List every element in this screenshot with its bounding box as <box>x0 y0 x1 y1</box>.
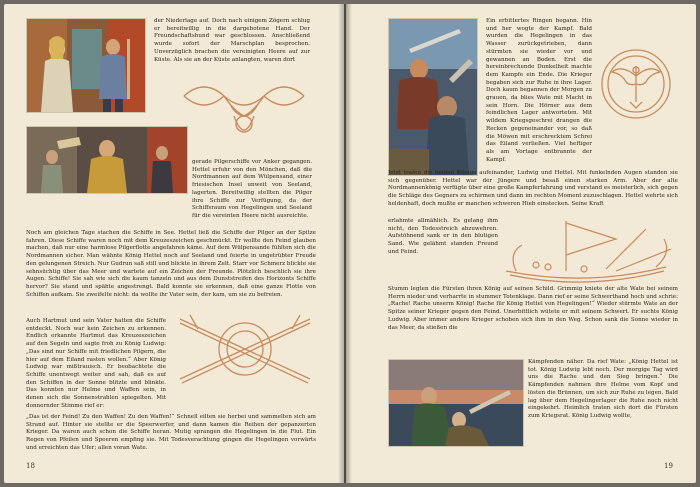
page-number-right: 19 <box>664 462 673 470</box>
left-text-full: Noch am gleichen Tage stachen die Schiffe in See. Hettel ließ die Schiffe der Pilger an der Spitze fahren. Diese Schiffe waren noch mit dem Kreuzeszeichen geschmückt. Er wollte den Feind glauben machen, daß nur eine harmlose Pilgerflotte angefahren käme. Auf dem Wülpensande fühlten sich die Nordmannen sicher. Man wähnte König Hettel noch auf Seeland und feierte in ungetrübter Freude den gelungenen Streich. Nur Gudrun saß still und blickte in ihrem Zelt. Starr vor Schmerz blickte sie sehnsüchtig über das Meer und wartete auf ein Zeichen der Freunde. Plötzlich beschlich sie ihre Augen. Schiffe! Sie sah wie sich die kaum tanzeln und aus dem Dunststreifen des Horizonts Schiffe hervor? Sie stand und spähte angestrengt. Bald konnte sie erkennen, daß eine ganze Flotte von Schiffen aufkam. Sie zweifelte nicht: da wollte ihr Vater sein, der kam, um sie zu befreien. <box>26 230 316 298</box>
illustration-feast <box>26 126 188 194</box>
book-gutter <box>338 4 352 483</box>
ornament-ship <box>496 209 681 289</box>
ornament-eagle <box>596 44 676 124</box>
ornament-knot <box>179 76 309 146</box>
right-text-bottom: Kämpfenden näher. Da rief Wate: „König Hettel ist tot. König Ludwig lebt noch. Der morgige Tag wird uns die Rache und den Sieg bringen.“ Die Kämpfenden nahmen ihre Helme vom Kopf und lösten die Brünnen, um sich zur Ruhe zu legen. Bald lag über dem Hegelingerlager die Ruhe noch nicht eingekehrt. Heimlich traten sich dort die Fürsten zum Kriegsrat. König Ludwig wollte, <box>528 359 678 419</box>
left-text-mid: gerade Pilgerschiffe vor Anker gegangen. Hettel erfuhr von den Mönchen, daß die Nordmannen auf dem Wülpensand, einer friesischen Insel unweit von Seeland, lagerten. Bereitwillig stellten die Pilger ihre Schiffe zur Verfügung, da der Schiffsraum von Hegelingen und Seeland für die vereinten Heere nicht ausreichte. <box>192 159 312 219</box>
right-text-mid: erlahmte allmählich. Es gelang ihm nicht, den Todesstreich abzuwehren. Aufstöhnend sank er in den blutigen Sand. Wie gelähmt standen Freund und Feind. <box>388 218 498 255</box>
left-text-top: der Niederlage auf. Doch nach einigem Zögern schlug er bereitwillig in die dargebotene Hand. Der Freundschaftsbund war geschlossen. Anschließend wurde sofort der Marschplan besprochen. Unverzüglich brachen die vereinigten Heere auf zur Küste. Als sie an der Küste anlangten, waren dort <box>154 18 310 63</box>
ornament-crossed-swords <box>170 309 320 389</box>
left-text-low: Auch Hartmut und sein Vater hatten die Schiffe entdeckt. Noch war kein Zeichen zu erkennen. Endlich erkannte Hartmut das Kreuzeszeichen auf den Segeln und sagte froh zu König Ludwig: „Das sind nur Schiffe mit friedlichen Pilgern, die hier auf dem Eiland rasten wollen.“ Aber König Ludwig war mißtrauisch. Er beobachtete die Schiffe unentwegt weiter und sah, daß es auf den Schiffen in der Sonne blitzte und blinkte. Das konnten nur Helme und Waffen sein, in denen sich die Sonnenstrahlen spiegelten. Mit donnernder Stimme rief er: <box>26 318 166 409</box>
right-page <box>346 4 696 483</box>
left-page <box>4 4 344 483</box>
right-text-top: Ein erbittertes Ringen begann. Hin und her wogte der Kampf. Bald wurden die Hegelingen in das Wasser zurückgetrieben, dann stürmten sie wieder vor und gewannen an Boden. Erst die hereinbrechende Dunkelheit machte dem Kampfe ein Ende. Die Krieger begaben sich zur Ruhe in ihre Lager. Doch kaum begannen der Morgen zu grauen, da blies Wate mit Macht in sein Horn. Die Hörner aus dem feindlichen Lager antworteten. Mit wildem Kriegsgeschrei drangen die Recken gegeneinander vor, so daß die Möwen mit erschrecktem Schrei das Eiland verließen. Viel heftiger als am Vortage entbrannte der Kampf. <box>486 18 592 163</box>
illustration-lady-and-knight <box>26 18 146 113</box>
right-text-low: Stumm legten die Fürsten ihren König auf seinen Schild. Grimmig kniete der alte Wate bei seinem Herrn nieder und verharrte in stummer Totenklage. Dann rief er seine Schwerthand hoch und schrie: „Rache! Rache unserm König! Rache für König Hettel von Hegelingen!“ Wieder stürmte Wate an der Spitze seiner Krieger gegen den Feind. Unerbittlich wütete er mit seinem Schwert. Er suchte König Ludwig. Aber immer andere Krieger schoben sich ihm in den Weg. Schon sank die Sonne wieder in das Meer, da stießen die <box>388 286 678 331</box>
illustration-wounded-warrior <box>388 359 524 447</box>
page-number-left: 18 <box>26 462 35 470</box>
right-text-full: Jetzt trafen die beiden Könige aufeinander, Ludwig und Hettel. Mit funkelnden Augen standen sie sich gegenüber. Hettel war der Jüngere und besaß einen starken Arm. Aber der alte Nordmannenkönig verfügte über eine große Kampferfahrung und verstand es meisterlich, sich gegen die Schläge des Gegners zu schirmen und dann im rechten Moment zuzuschlagen. Hettel wehrte sich heldenhaft, doch mußte er manchen schweren Hieb einstecken. Seine Kraft <box>388 170 678 207</box>
left-text-bottom: „Das ist der Feind! Zu den Waffen! Zu den Waffen!“ Schnell eilten sie herbei und sammelten sich am Strand auf. Hinter sie stellte er die Speerwerfer, und dann kamen die Reihen der gepanzerten Krieger. Da waren auch schon die Schiffe heran. Mutig sprangen die Hegelingen in die Flut. Ein Regen von Pfeilen und Speeren empfing sie. Mit Todesverachtung gingen die Hegelingen vorwärts und erreichten das Ufer; allen voran Wate. <box>26 414 316 451</box>
illustration-battle <box>388 18 478 176</box>
